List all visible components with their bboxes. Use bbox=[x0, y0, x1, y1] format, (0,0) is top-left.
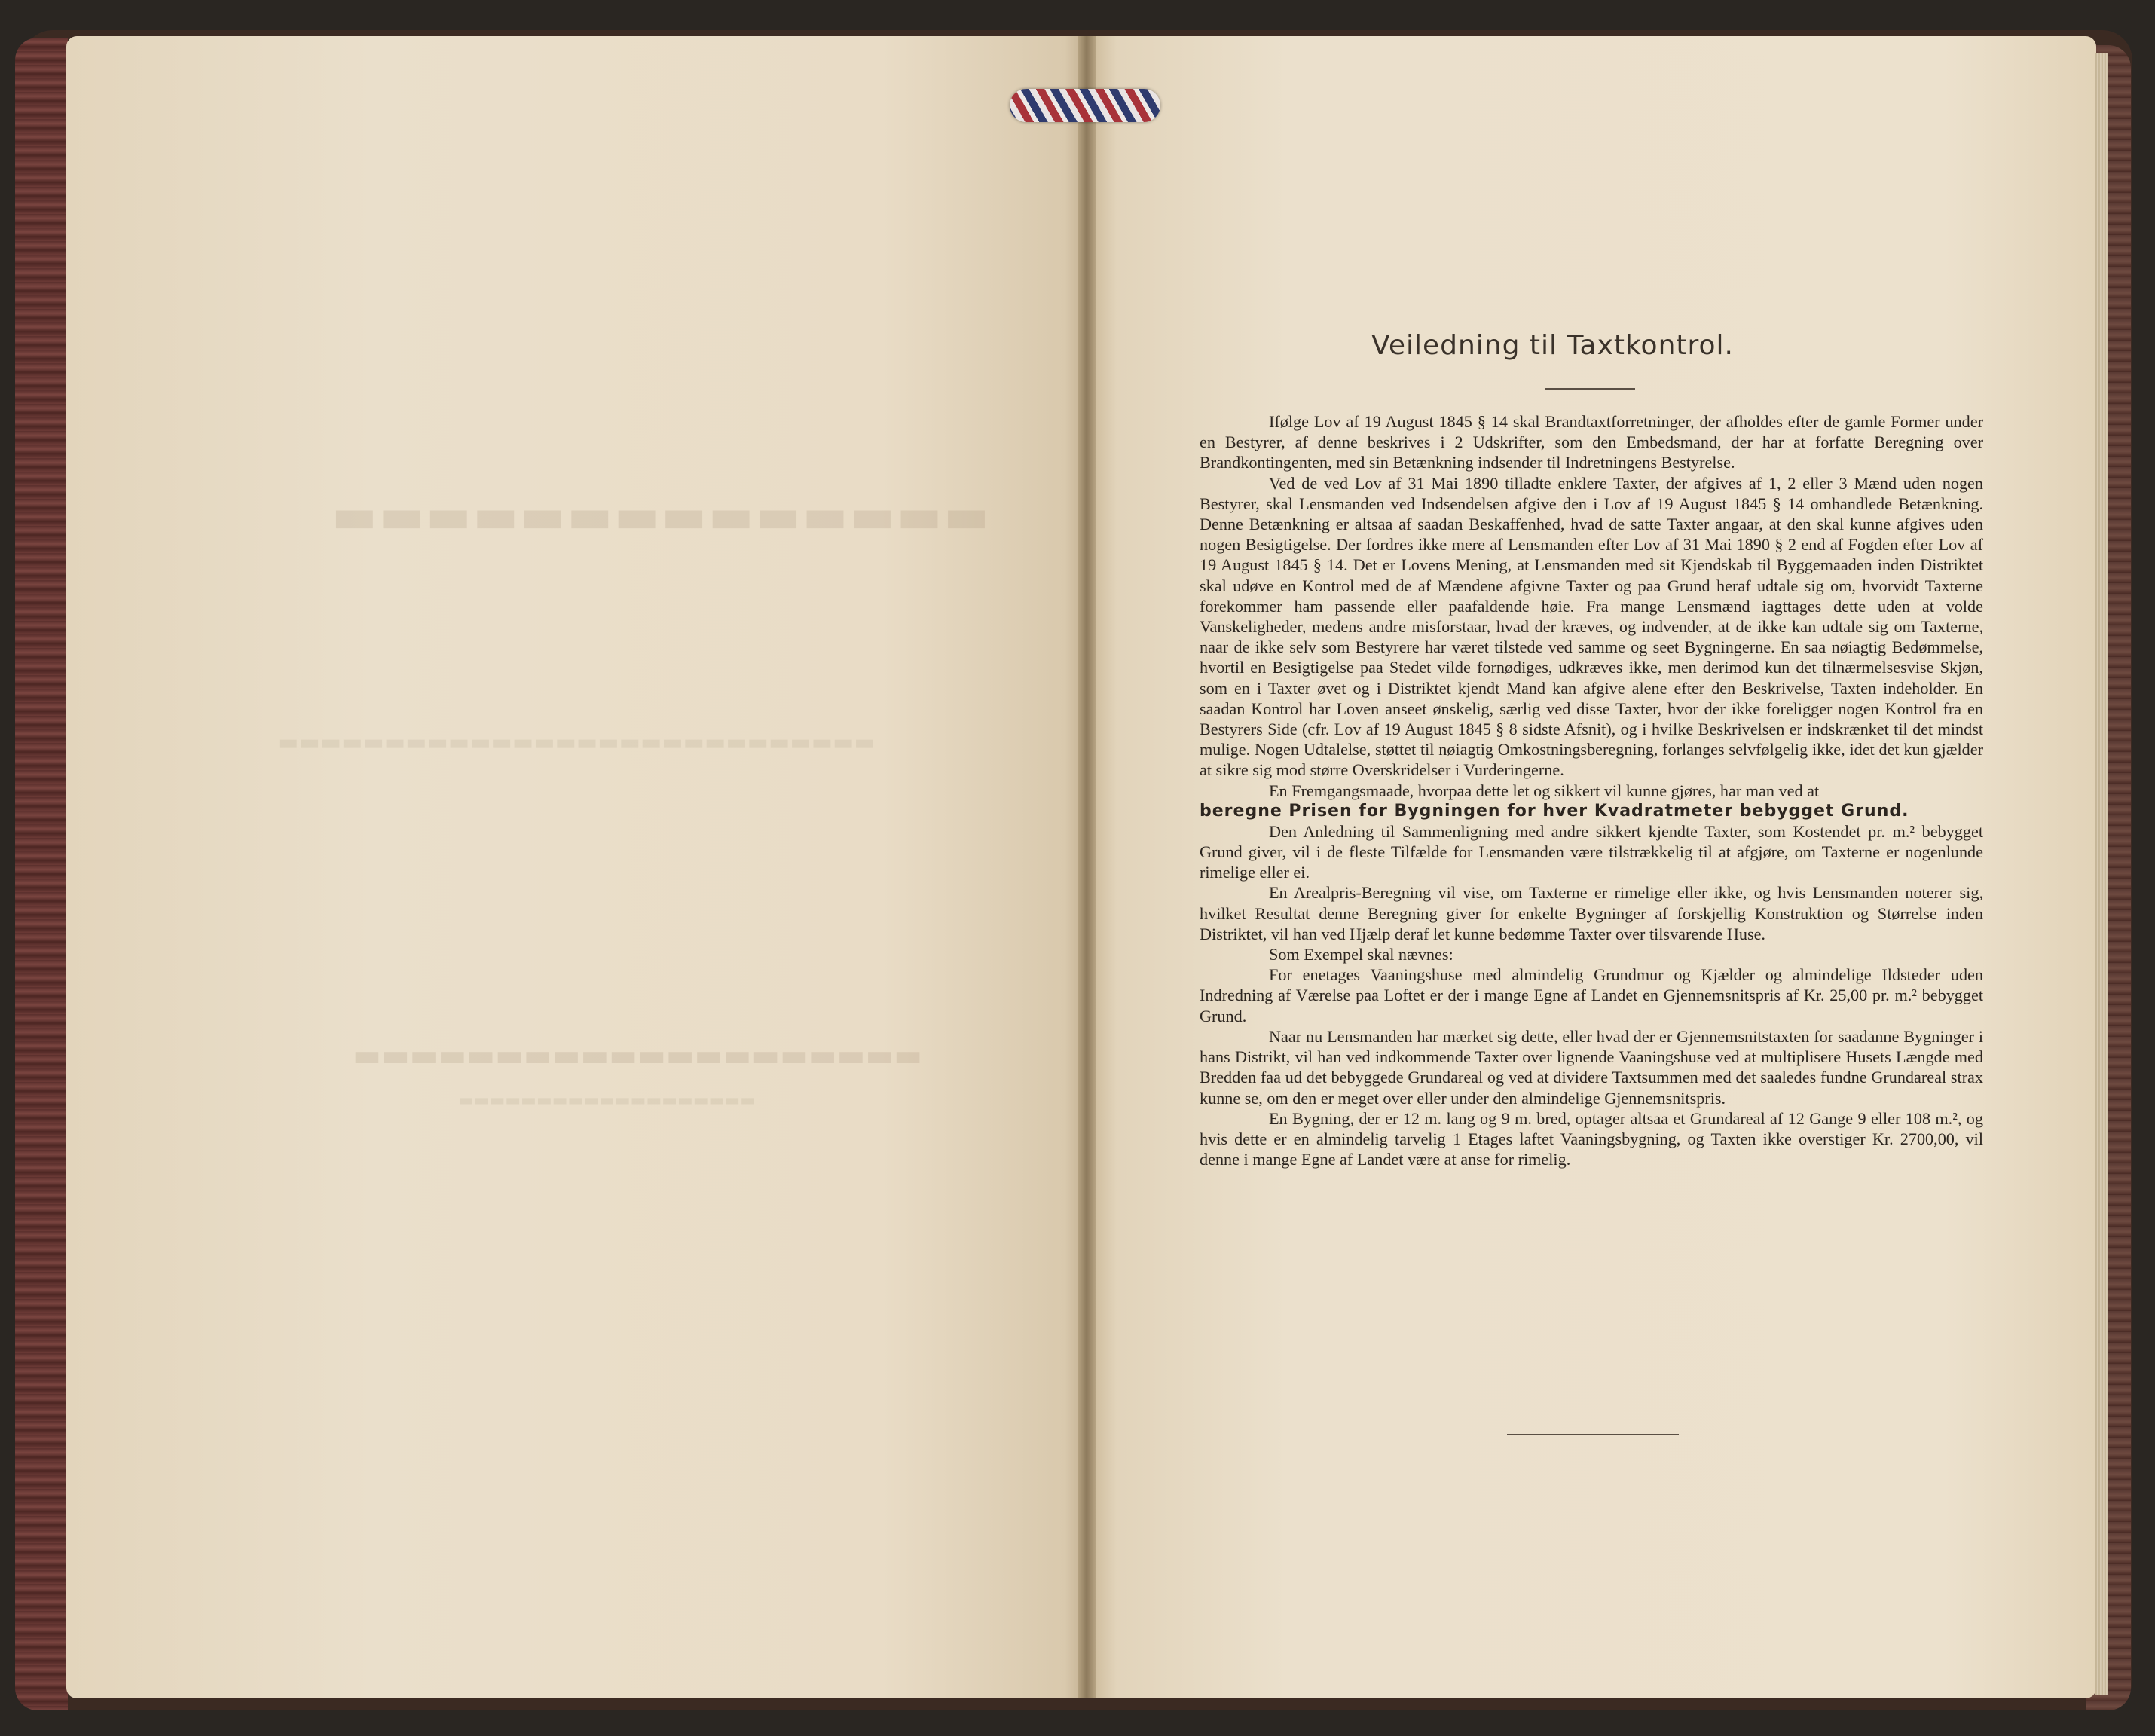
closing-rule bbox=[1507, 1434, 1679, 1435]
bold-phrase: beregne Prisen for Bygningen for hver Kvadratmeter bebygget Grund. bbox=[1200, 801, 1909, 821]
paragraph: Den Anledning til Sammenligning med andre sikkert kjendte Taxter, som Kostendet pr. m.² bebygget Grund giver, vil i de fleste Tilfælde for Lensmanden være tilstrækkelig til at afgjøre, om Taxterne er nogenlunde rimelige eller ei. bbox=[1200, 821, 1983, 882]
paragraph: Naar nu Lensmanden har mærket sig dette, eller hvad der er Gjennemsnitstaxten for saadanne Bygninger i hans Distrikt, vil han ved indkommende Taxter over lignende Vaaningshuse ved at multiplisere Husets Længde med Bredden faa ud det bebyggede Grundareal og ved at dividere Taxtsummen med det saaledes fundne Grundareal strax kunne se, om den er meget over eller under den almindelige Gjennemsnitspris. bbox=[1200, 1026, 1983, 1108]
cover-edge-left bbox=[15, 38, 68, 1710]
binding-thread bbox=[1010, 89, 1160, 122]
paragraph: En Fremgangsmaade, hvorpaa dette let og sikkert vil kunne gjøres, har man ved at bbox=[1269, 781, 1820, 800]
paragraph: Som Exempel skal nævnes: bbox=[1269, 945, 1453, 964]
page-title: Veiledning til Taxtkontrol. bbox=[1371, 330, 1734, 361]
left-page bbox=[66, 36, 1085, 1698]
paragraph: Ifølge Lov af 19 August 1845 § 14 skal Brandtaxtforretninger, der afholdes efter de gamle Former under en Bestyrer, af denne beskrives i 2 Udskrifter, som den Embedsmand, der har at forfatte Beregning over Brandkontingenten, med sin Betænkning indsender til Indretningens Bestyrelse. bbox=[1200, 412, 1983, 472]
paragraph: For enetages Vaaningshuse med almindelig Grundmur og Kjælder og almindelige Ildsteder uden Indredning af Værelse paa Loftet er der i mange Egne af Landet en Gjennemsnitspris af Kr. 25,00 pr. m.² bebygget Grund. bbox=[1200, 965, 1983, 1025]
body-text bbox=[1200, 411, 1983, 1169]
page-stack-edge bbox=[2095, 53, 2108, 1695]
paragraph: Ved de ved Lov af 31 Mai 1890 tilladte enklere Taxter, der afgives af 1, 2 eller 3 Mænd uden nogen Bestyrer, skal Lensmanden ved Indsendelsen afgive den i Lov af 19 August 1845 § 14 omhandlede Betænkning. Denne Betænkning er altsaa af saadan Beskaffenhed, hvad de satte Taxter angaar, at den skal kunne afgives uden nogen Besigtigelse. Der fordres ikke mere af Lensmanden efter Lov af 31 Mai 1890 § 2 end af Fogden efter Lov af 19 August 1845 § 14. Det er Lovens Mening, at Lensmanden med sit Kjendskab til Byggemaaden inden Distriktet skal udøve en Kontrol med de af Mændene afgivne Taxter og paa Grund heraf udtale sig om, hvorvidt Taxterne forekommer ham passende eller paafaldende høie. Fra mange Lensmænd iagttages dette uden at volde Vanskeligheder, medens andre misforstaar, hvad der kræves, og indvender, at de ikke kan udtale sig om Taxterne, naar de ikke selv som Bestyrere har været tilstede ved samme og seet Bygningerne. En saa nøiagtig Bedømmelse, hvortil en Besigtigelse paa Stedet vilde fornødiges, udkræves ikke, men derimod kun det tilnærmelsesvise Skjøn, som en i Taxter øvet og i Distriktet kjendt Mand kan afgive alene efter den Beskrivelse, Taxten indeholder. En saadan Kontrol har Loven anseet ønskelig, særlig ved disse Taxter, hvor der ikke foreligger nogen Kontrol fra en Bestyrers Side (cfr. Lov af 19 August 1845 § 8 sidste Afsnit), og i hvilke Beskrivelsen er indskrænket til det mindst mulige. Nogen Udtalelse, støttet til nøiagtig Omkostningsberegning, forlanges selvfølgelig ikke, idet det kun gjælder at sikre sig mod større Overskridelser i Vurderingerne. bbox=[1200, 473, 1983, 780]
paragraph: En Bygning, der er 12 m. lang og 9 m. bred, optager altsaa et Grundareal af 12 Gange 9 eller 108 m.², og hvis dette er en almindelig tarvelig 1 Etages laftet Vaaningsbygning, og Taxten ikke overstiger Kr. 2700,00, vil denne i mange Egne af Landet være at anse for rimelig. bbox=[1200, 1108, 1983, 1169]
title-rule bbox=[1545, 388, 1635, 390]
book-gutter bbox=[1078, 36, 1096, 1698]
paragraph: En Arealpris-Beregning vil vise, om Taxterne er rimelige eller ikke, og hvis Lensmanden noterer sig, hvilket Resultat denne Beregning giver for enkelte Bygninger af forskjellig Konstruktion og Størrelse inden Distriktet, vil han ved Hjælp deraf let kunne bedømme Taxter over tilsvarende Huse. bbox=[1200, 883, 1983, 943]
bleed-through-text: ▬▬▬▬▬▬▬▬▬▬▬▬▬▬▬▬▬▬▬ bbox=[458, 1091, 756, 1110]
bleed-through-text: ▬▬▬▬▬▬▬▬▬▬▬▬▬▬▬▬▬▬▬▬ bbox=[353, 1038, 922, 1073]
bleed-through-text: ▬▬▬▬▬▬▬▬▬▬▬▬▬▬ bbox=[330, 488, 989, 544]
bleed-through-text: ▬▬▬▬▬▬▬▬▬▬▬▬▬▬▬▬▬▬▬▬▬▬▬▬▬▬▬▬ bbox=[277, 729, 876, 756]
